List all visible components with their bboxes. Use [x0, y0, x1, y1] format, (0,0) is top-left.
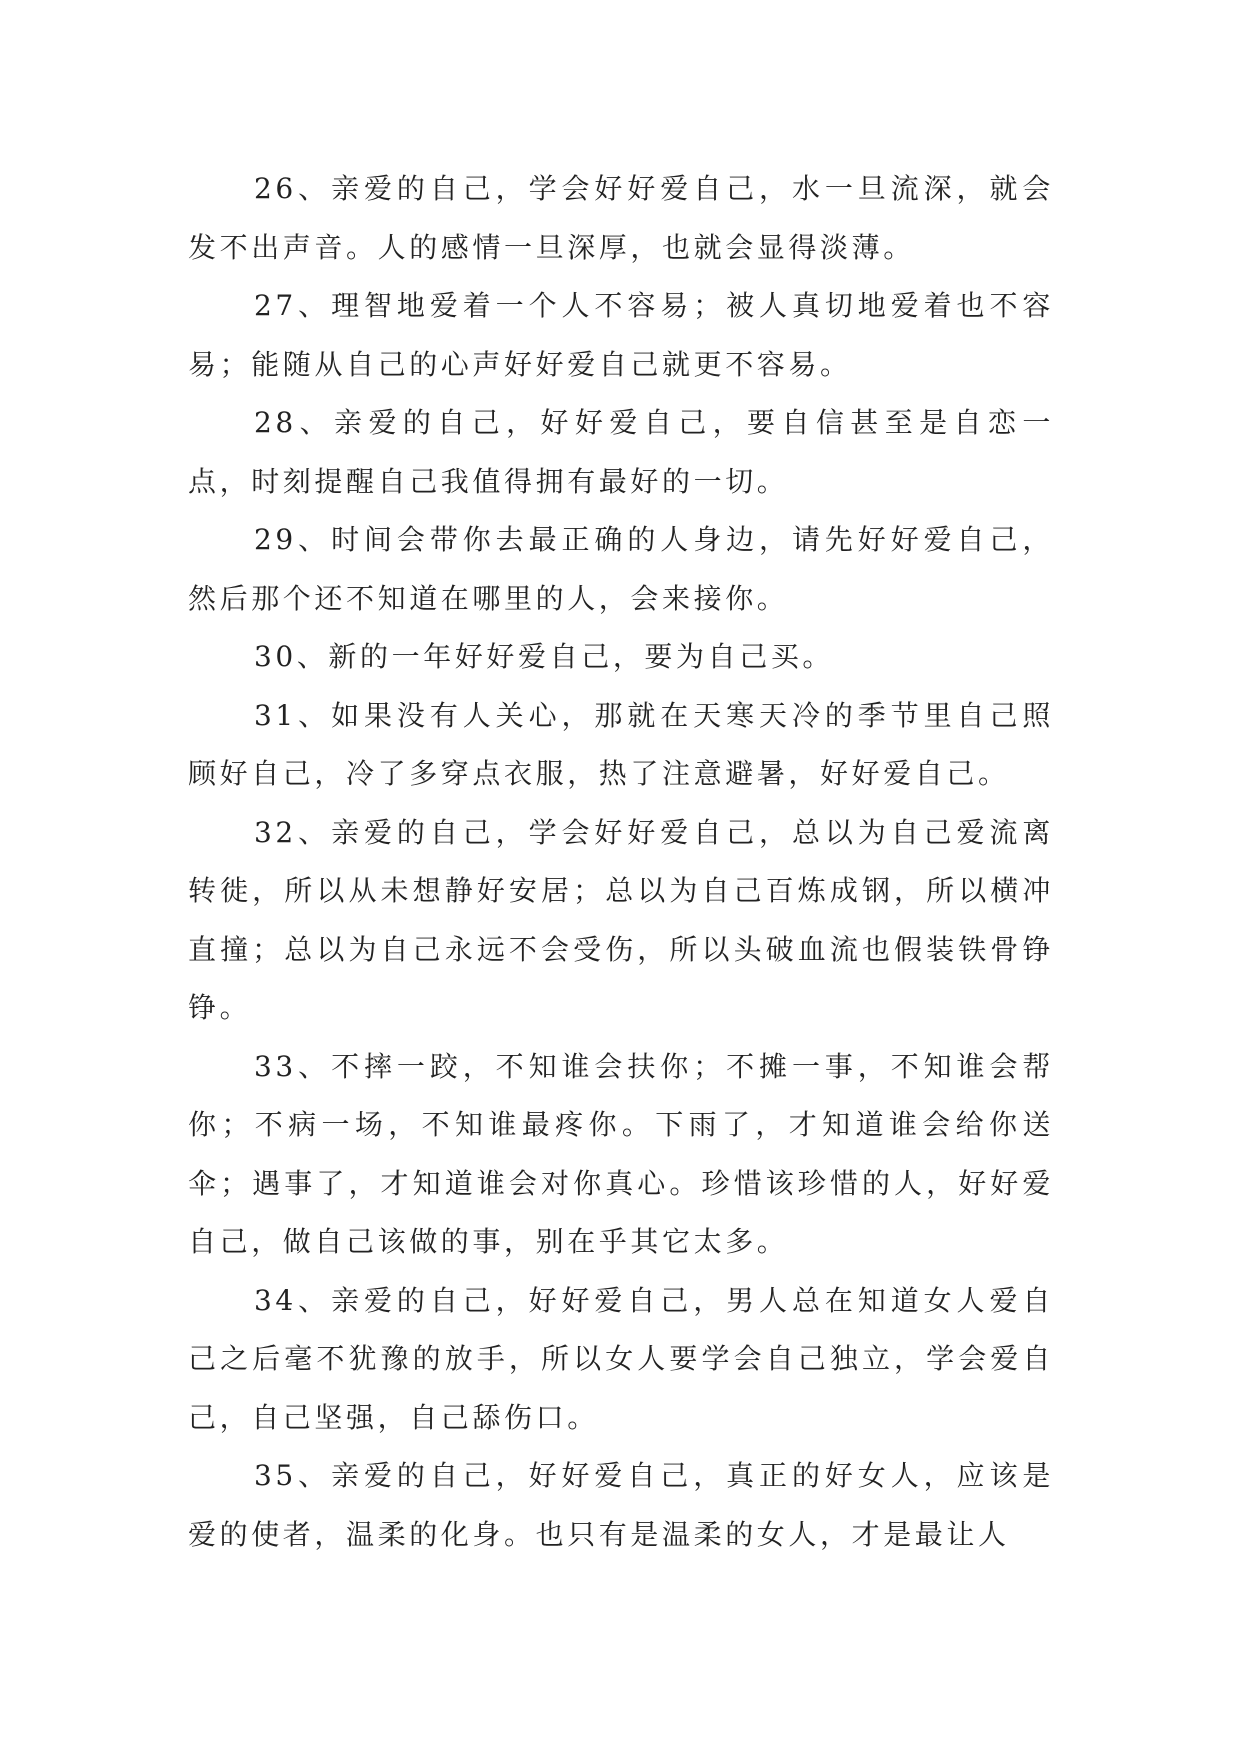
- paragraph-28: 28、亲爱的自己，好好爱自己，要自信甚至是自恋一点，时刻提醒自己我值得拥有最好的一切。: [188, 406, 1054, 498]
- document-page: [188, 160, 1054, 1564]
- paragraph-26: 26、亲爱的自己，学会好好爱自己，水一旦流深，就会发不出声音。人的感情一旦深厚，也就会显得淡薄。: [188, 172, 1054, 264]
- paragraph-33: 33、不摔一跤，不知谁会扶你；不摊一事，不知谁会帮你；不病一场，不知谁最疼你。下雨了，才知道谁会给你送伞；遇事了，才知道谁会对你真心。珍惜该珍惜的人，好好爱自己，做自己该做的事，别在乎其它太多。: [188, 1049, 1054, 1258]
- paragraph-31: 31、如果没有人关心，那就在天寒天冷的季节里自己照顾好自己，冷了多穿点衣服，热了注意避暑，好好爱自己。: [188, 698, 1054, 790]
- paragraph-34: 34、亲爱的自己，好好爱自己，男人总在知道女人爱自己之后毫不犹豫的放手，所以女人要学会自己独立，学会爱自己，自己坚强，自己舔伤口。: [188, 1283, 1054, 1434]
- paragraph-30: 30、新的一年好好爱自己，要为自己买。: [254, 640, 835, 673]
- paragraph-35: 35、亲爱的自己，好好爱自己，真正的好女人，应该是爱的使者，温柔的化身。也只有是温柔的女人，才是最让人: [188, 1459, 1054, 1551]
- paragraph-32: 32、亲爱的自己，学会好好爱自己，总以为自己爱流离转徙，所以从未想静好安居；总以为自己百炼成钢，所以横冲直撞；总以为自己永远不会受伤，所以头破血流也假装铁骨铮铮。: [188, 815, 1054, 1024]
- paragraph-27: 27、理智地爱着一个人不容易；被人真切地爱着也不容易；能随从自己的心声好好爱自己就更不容易。: [188, 289, 1054, 381]
- paragraph-29: 29、时间会带你去最正确的人身边，请先好好爱自己，然后那个还不知道在哪里的人，会来接你。: [188, 523, 1054, 615]
